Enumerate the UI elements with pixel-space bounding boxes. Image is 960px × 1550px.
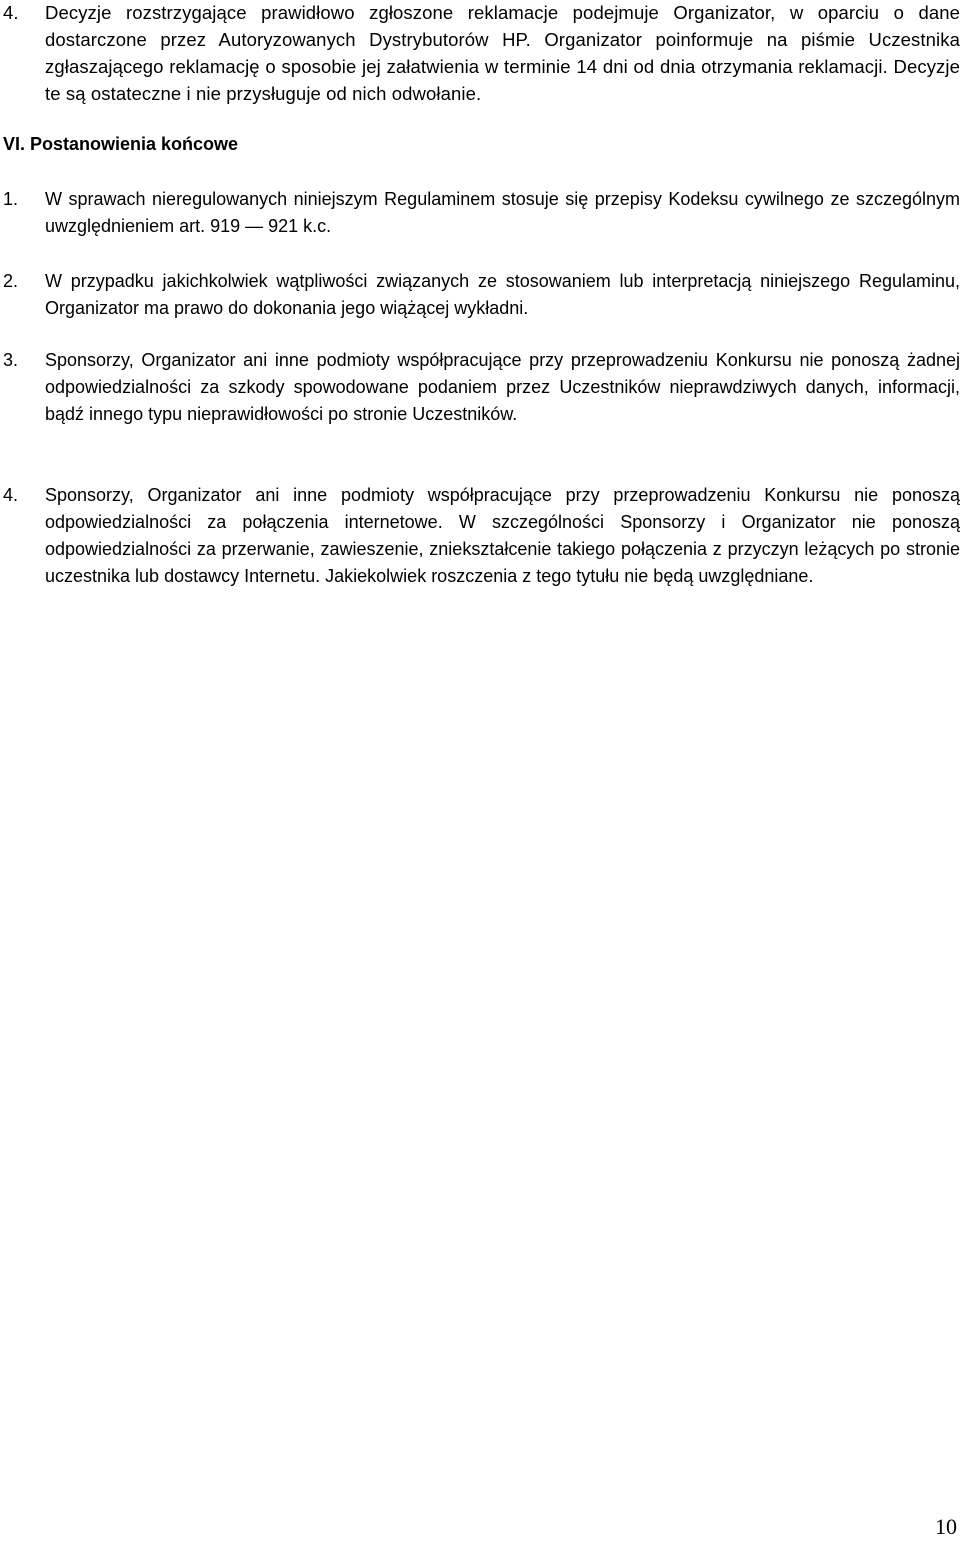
- item-text: Sponsorzy, Organizator ani inne podmioty współpracujące przy przeprowadzeniu Konkursu nie ponoszą odpowiedzialności za połączenia internetowe. W szczególności Sponsorzy i Organizator nie ponoszą odpowiedzialności za przerwanie, zawieszenie, zniekształcenie takiego połączenia z przyczyn leżących po stronie uczestnika lub dostawcy Internetu. Jakiekolwiek roszczenia z tego tytułu nie będą uwzględniane.: [45, 485, 960, 586]
- paragraph-text: Decyzje rozstrzygające prawidłowo zgłoszone reklamacje podejmuje Organizator, w oparciu o dane dostarczone przez Autoryzowanych Dystrybutorów HP. Organizator poinformuje na piśmie Uczestnika zgłaszającego reklamację o sposobie jej załatwienia w terminie 14 dni od dnia otrzymania reklamacji. Decyzje te są ostateczne i nie przysługuje od nich odwołanie.: [45, 2, 960, 104]
- item-number: 1.: [3, 189, 19, 209]
- item-text: W przypadku jakichkolwiek wątpliwości związanych ze stosowaniem lub interpretacją niniejszego Regulaminu, Organizator ma prawo do dokonania jego wiążącej wykładni.: [45, 271, 960, 318]
- item-number: 2.: [3, 271, 19, 291]
- page-number: 10: [935, 1514, 957, 1539]
- section-heading: VI. Postanowienia końcowe: [3, 134, 239, 154]
- paragraph-number: 4.: [3, 2, 19, 23]
- item-number: 3.: [3, 350, 19, 370]
- item-text: Sponsorzy, Organizator ani inne podmioty współpracujące przy przeprowadzeniu Konkursu nie ponoszą żadnej odpowiedzialności za szkody spowodowane podaniem przez Uczestników nieprawdziwych danych, informacji, bądź innego typu nieprawidłowości po stronie Uczestników.: [45, 350, 960, 424]
- item-text: W sprawach nieregulowanych niniejszym Regulaminem stosuje się przepisy Kodeksu cywilnego ze szczególnym uwzględnieniem art. 919 — 921 k.c.: [45, 189, 960, 236]
- item-number: 4.: [3, 485, 19, 505]
